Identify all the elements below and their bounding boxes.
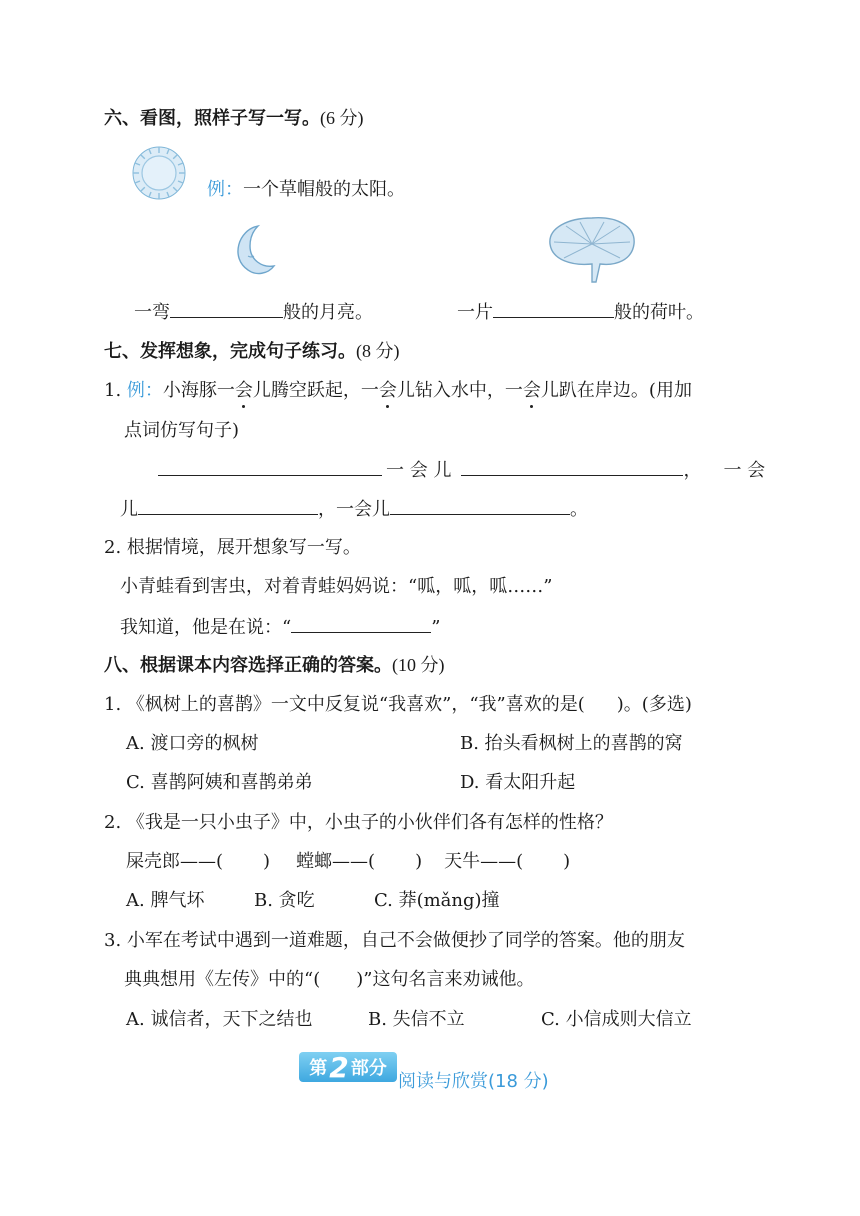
s8-q2-close-2: ) <box>415 851 423 872</box>
s7-q2-answer <box>120 614 440 640</box>
lotus-leaf-icon <box>546 214 638 286</box>
dotted-word-1: 一会儿 <box>216 380 271 401</box>
s8-q2-line <box>104 811 613 835</box>
s8-q1-line <box>104 693 692 717</box>
s7-q2-answer-prefix: 我知道，他是在说：“ <box>120 617 292 638</box>
section-8-points: (10 分) <box>392 655 445 675</box>
s8-q3-text-1: 小军在考试中遇到一道难题，自己不会做便抄了同学的答案。他的朋友 <box>126 930 685 951</box>
s7-q2-answer-suffix: ” <box>431 617 441 638</box>
badge-prefix: 第 <box>309 1058 328 1079</box>
s8-q3-option-a[interactable]: A. 诚信者，天下之结也 <box>126 1009 313 1030</box>
dotted-word-2: 一会儿 <box>360 380 415 401</box>
s8-q2-num: 2. <box>104 812 122 833</box>
s8-q3-line-1 <box>104 929 685 953</box>
dotted-word-3: 一会儿 <box>504 380 559 401</box>
moon-prefix: 一弯 <box>134 302 170 323</box>
sun-icon <box>131 145 187 201</box>
s7-q2-line <box>104 536 361 560</box>
s8-q2-close-1: ) <box>263 851 271 872</box>
s8-q1-option-d[interactable]: D. 看太阳升起 <box>460 772 576 793</box>
s7-q1-a: 小海豚 <box>162 380 217 401</box>
s8-q1-option-c[interactable]: C. 喜鹊阿姨和喜鹊弟弟 <box>126 772 313 793</box>
s8-q2-close-3: ) <box>563 851 571 872</box>
s7-q1-note-b: 点词仿写句子) <box>124 420 240 441</box>
moon-blank[interactable] <box>170 299 283 318</box>
s8-q1-option-b[interactable]: B. 抬头看枫树上的喜鹊的窝 <box>460 733 683 754</box>
section-6-header <box>104 106 364 131</box>
section-7-points: (8 分) <box>356 341 400 361</box>
fill-lotus <box>457 299 704 325</box>
section-7-header <box>104 339 400 364</box>
fill-end: 。 <box>570 499 588 520</box>
s7-q1-example-label: 例： <box>126 380 163 401</box>
lotus-suffix: 般的荷叶。 <box>614 302 704 323</box>
fill-er: 儿 <box>120 499 138 520</box>
example-text: 一个草帽般的太阳。 <box>243 179 405 200</box>
s8-q1-note: (多选) <box>641 694 692 715</box>
moon-suffix: 般的月亮。 <box>283 302 373 323</box>
s7-q1-num: 1. <box>104 380 122 401</box>
fill-tail-1: 一 会 <box>723 460 766 481</box>
fill-blank-1[interactable] <box>158 457 382 476</box>
badge-number: 2 <box>329 1050 349 1084</box>
s8-q2-items <box>126 850 570 874</box>
s8-q3-line-2 <box>124 968 534 992</box>
section-6-points: (6 分) <box>320 108 364 128</box>
lotus-blank[interactable] <box>493 299 614 318</box>
moon-icon <box>218 222 278 282</box>
section-6-title: 六、看图，照样子写一写。 <box>104 108 320 129</box>
section-8-title: 八、根据课本内容选择正确的答案。 <box>104 655 392 676</box>
s7-q1-d: 趴在岸边。 <box>558 380 649 401</box>
fill-comma-1: ， <box>683 460 702 481</box>
s8-q3-text-2b: )”这句名言来劝诫他。 <box>356 969 535 990</box>
s8-q2-item-3: 天牛——( <box>444 851 524 872</box>
s7-q1-c: 钻入水中， <box>414 380 505 401</box>
s7-q2-text: 根据情境，展开想象写一写。 <box>126 537 361 558</box>
s8-q1-text: 《枫树上的喜鹊》一文中反复说“我喜欢”，“我”喜欢的是( <box>126 694 585 715</box>
s8-q2-option-b[interactable]: B. 贪吃 <box>254 890 315 911</box>
section-8-header <box>104 653 445 678</box>
fill-moon <box>134 299 373 325</box>
s8-q2-text: 《我是一只小虫子》中，小虫子的小伙伴们各有怎样的性格？ <box>126 812 613 833</box>
part-2-title: 阅读与欣赏(18 分) <box>398 1071 549 1092</box>
s8-q3-text-2a: 典典想用《左传》中的“( <box>124 969 321 990</box>
fill-comma-2: ，一会儿 <box>318 499 390 520</box>
example-line <box>207 178 405 202</box>
s7-fill-row-1 <box>158 457 765 483</box>
s7-q1-note-a: (用加 <box>648 380 692 401</box>
badge-suffix: 部分 <box>350 1058 387 1079</box>
s7-q2-num: 2. <box>104 537 122 558</box>
fill-mid-1: 一 会 儿 <box>386 460 452 481</box>
s8-q2-option-c[interactable]: C. 莽(mǎng)撞 <box>374 890 500 911</box>
s7-q2-context: 小青蛙看到害虫，对着青蛙妈妈说：“呱，呱，呱……” <box>120 576 553 597</box>
s7-q1-b: 腾空跃起， <box>270 380 361 401</box>
fill-blank-4[interactable] <box>390 496 570 515</box>
s7-q2-blank[interactable] <box>291 614 431 633</box>
s8-q2-item-2: 螳螂——( <box>296 851 376 872</box>
s8-q3-option-b[interactable]: B. 失信不立 <box>368 1009 465 1030</box>
section-7-title: 七、发挥想象，完成句子练习。 <box>104 341 356 362</box>
s7-fill-row-2 <box>120 496 588 522</box>
s8-q1-close: )。 <box>616 694 642 715</box>
example-label: 例： <box>207 179 243 200</box>
fill-blank-2[interactable] <box>461 457 683 476</box>
s7-q1-line <box>104 379 692 403</box>
s8-q1-num: 1. <box>104 694 122 715</box>
s8-q1-option-a[interactable]: A. 渡口旁的枫树 <box>126 733 259 754</box>
s8-q2-item-1: 屎壳郎——( <box>126 851 224 872</box>
lotus-prefix: 一片 <box>457 302 493 323</box>
fill-blank-3[interactable] <box>138 496 318 515</box>
part-2-badge <box>299 1052 397 1082</box>
s8-q3-num: 3. <box>104 930 122 951</box>
s8-q3-option-c[interactable]: C. 小信成则大信立 <box>541 1009 692 1030</box>
s8-q2-option-a[interactable]: A. 脾气坏 <box>126 890 205 911</box>
